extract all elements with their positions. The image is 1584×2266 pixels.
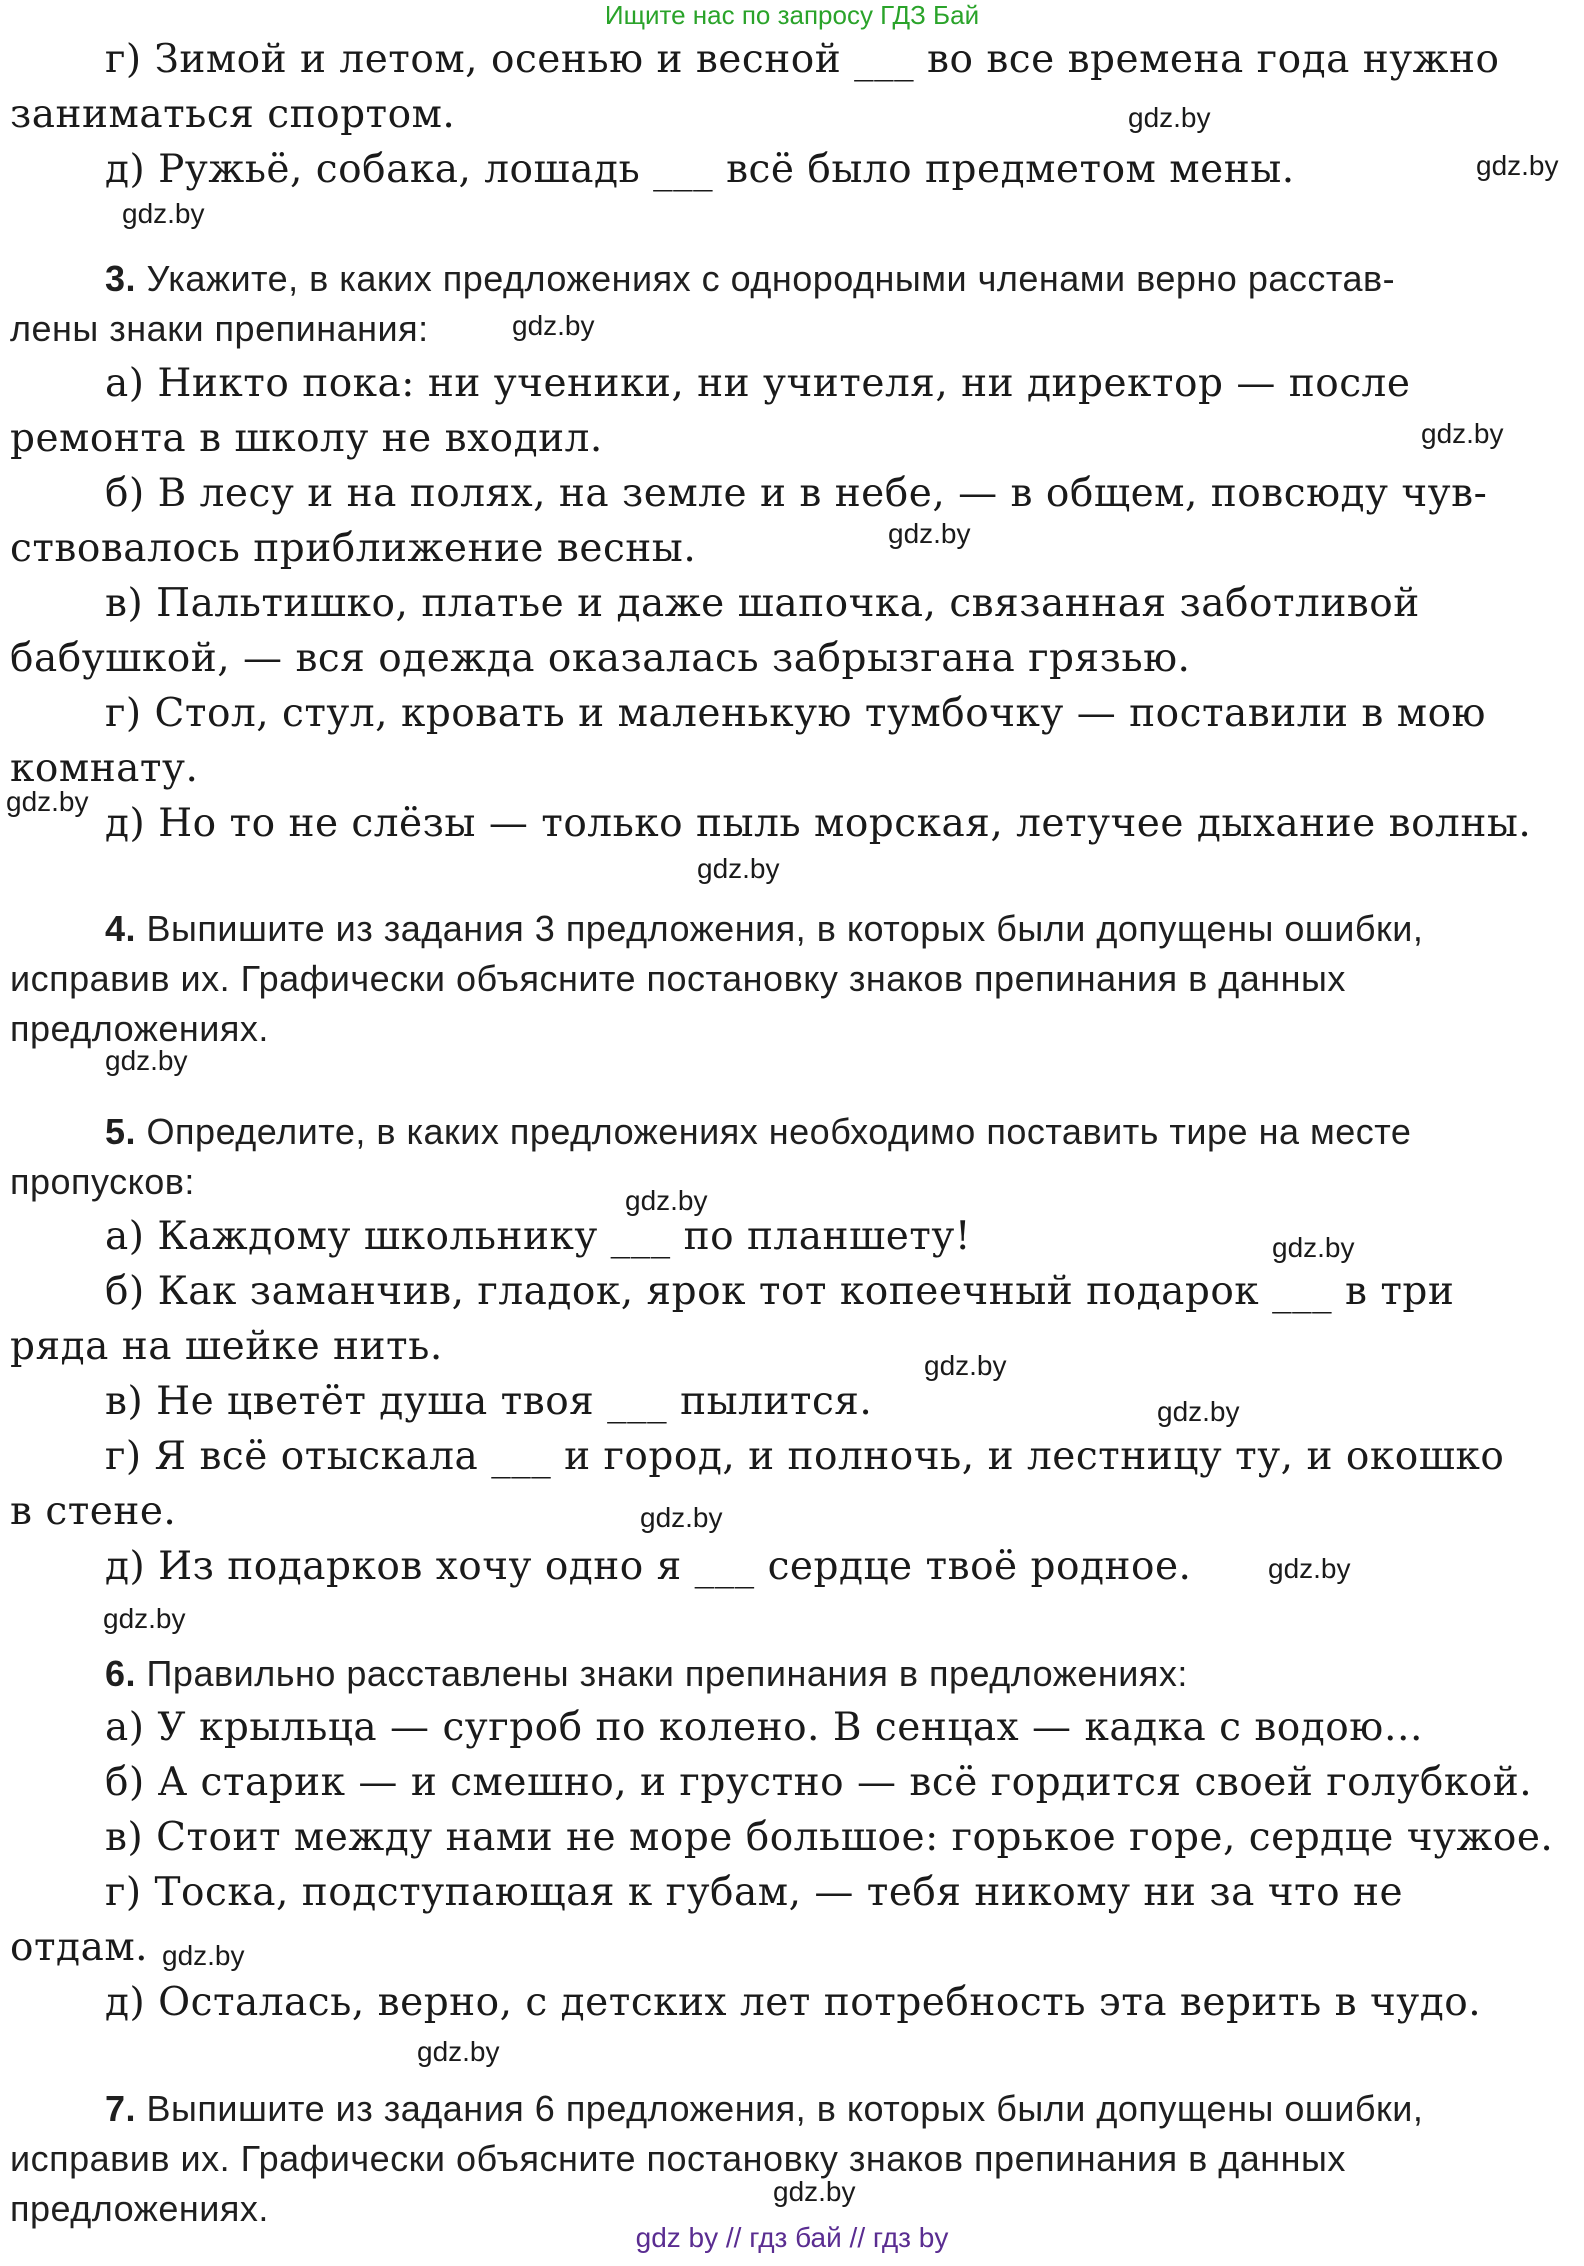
watermark: gdz.by	[1157, 1396, 1240, 1427]
task-5-line2: пропусков:	[10, 1161, 195, 1202]
task-7-line3: предложениях.	[10, 2188, 269, 2229]
task-6-option-g-line1: г) Тоска, подступающая к губам, — тебя никому ни за что не	[105, 1870, 1404, 1915]
watermark: gdz.by	[417, 2036, 500, 2067]
watermark: gdz.by	[773, 2176, 856, 2207]
prev-option-g-line1: г) Зимой и летом, осенью и весной ___ во все времена года нужно	[105, 37, 1500, 82]
task-4-line1	[105, 904, 1423, 954]
bottom-banner[interactable]: gdz by // гдз бай // гдз by	[635, 2222, 949, 2253]
watermark: gdz.by	[1421, 418, 1504, 449]
task-3-option-g-line2: комнату.	[10, 746, 199, 791]
task-3-option-g-line1: г) Стол, стул, кровать и маленькую тумбочку — поставили в мою	[105, 691, 1487, 736]
task-3-line2: лены знаки препинания:	[10, 308, 429, 349]
watermark: gdz.by	[1128, 102, 1211, 133]
task-5-option-b-line2: ряда на шейке нить.	[10, 1324, 443, 1369]
watermark: gdz.by	[924, 1350, 1007, 1381]
task-3-option-v-line2: бабушкой, — вся одежда оказалась забрызгана грязью.	[10, 636, 1191, 681]
watermark: gdz.by	[640, 1502, 723, 1533]
task-6-number: 6.	[105, 1653, 137, 1694]
prev-option-d-line1: д) Ружьё, собака, лошадь ___ всё было предметом мены.	[105, 147, 1295, 192]
watermark: gdz.by	[1272, 1232, 1355, 1263]
watermark: gdz.by	[103, 1603, 186, 1634]
task-7-line2: исправив их. Графически объясните постановку знаков препинания в данных	[10, 2138, 1346, 2179]
task-3-line1	[105, 254, 1395, 304]
task-5-option-g-line2: в стене.	[10, 1489, 177, 1534]
task-5-option-v-line1: в) Не цветёт душа твоя ___ пылится.	[105, 1379, 873, 1424]
task-4-line2: исправив их. Графически объясните постановку знаков препинания в данных	[10, 958, 1346, 999]
watermark: gdz.by	[162, 1940, 245, 1971]
watermark: gdz.by	[1268, 1553, 1351, 1584]
task-3-option-b-line1: б) В лесу и на полях, на земле и в небе, — в общем, повсюду чув-	[105, 471, 1488, 516]
task-7-text: Выпишите из задания 6 предложения, в которых были допущены ошибки,	[146, 2088, 1424, 2129]
task-5-option-b-line1: б) Как заманчив, гладок, ярок тот копеечный подарок ___ в три	[105, 1269, 1455, 1314]
task-4-line3: предложениях.	[10, 1008, 269, 1049]
task-5-option-g-line1: г) Я всё отыскала ___ и город, и полночь, и лестницу ту, и окошко	[105, 1434, 1505, 1479]
task-7-number: 7.	[105, 2088, 137, 2129]
watermark: gdz.by	[122, 198, 205, 229]
task-5-text: Определите, в каких предложениях необходимо поставить тире на месте	[146, 1111, 1412, 1152]
task-6-option-b-line1: б) А старик — и смешно, и грустно — всё гордится своей голубкой.	[105, 1760, 1533, 1805]
task-7-line1	[105, 2084, 1423, 2134]
task-3-option-a-line1: а) Никто пока: ни ученики, ни учителя, ни директор — после	[105, 361, 1411, 406]
task-6-option-g-line2: отдам.	[10, 1925, 149, 1970]
prev-option-g-line2: заниматься спортом.	[10, 92, 456, 137]
task-5-number: 5.	[105, 1111, 137, 1152]
watermark: gdz.by	[512, 310, 595, 341]
task-6-text: Правильно расставлены знаки препинания в предложениях:	[146, 1653, 1188, 1694]
watermark: gdz.by	[625, 1185, 708, 1216]
task-6-option-a-line1: а) У крыльца — сугроб по колено. В сенцах — кадка с водою…	[105, 1705, 1424, 1750]
top-banner[interactable]: Ищите нас по запросу ГДЗ Бай	[604, 0, 980, 30]
task-4-number: 4.	[105, 908, 137, 949]
task-3-text: Укажите, в каких предложениях с однородными членами верно расстав-	[146, 258, 1396, 299]
task-6-option-d-line1: д) Осталась, верно, с детских лет потребность эта верить в чудо.	[105, 1980, 1482, 2025]
task-3-option-a-line2: ремонта в школу не входил.	[10, 416, 603, 461]
task-4-text: Выпишите из задания 3 предложения, в которых были допущены ошибки,	[146, 908, 1424, 949]
task-3-option-b-line2: ствовалось приближение весны.	[10, 526, 697, 571]
task-5-option-d-line1: д) Из подарков хочу одно я ___ сердце твоё родное.	[105, 1544, 1192, 1589]
task-6-option-v-line1: в) Стоит между нами не море большое: горькое горе, сердце чужое.	[105, 1815, 1554, 1860]
task-5-line1	[105, 1107, 1411, 1157]
watermark: gdz.by	[1476, 150, 1559, 181]
task-3-option-d-line1: д) Но то не слёзы — только пыль морская, летучее дыхание волны.	[105, 801, 1532, 846]
watermark: gdz.by	[105, 1045, 188, 1076]
watermark: gdz.by	[697, 853, 780, 884]
watermark: gdz.by	[6, 786, 89, 817]
watermark: gdz.by	[888, 518, 971, 549]
task-5-option-a-line1: а) Каждому школьнику ___ по планшету!	[105, 1214, 971, 1259]
task-6-line1	[105, 1649, 1188, 1699]
task-3-number: 3.	[105, 258, 137, 299]
task-3-option-v-line1: в) Пальтишко, платье и даже шапочка, связанная заботливой	[105, 581, 1420, 626]
